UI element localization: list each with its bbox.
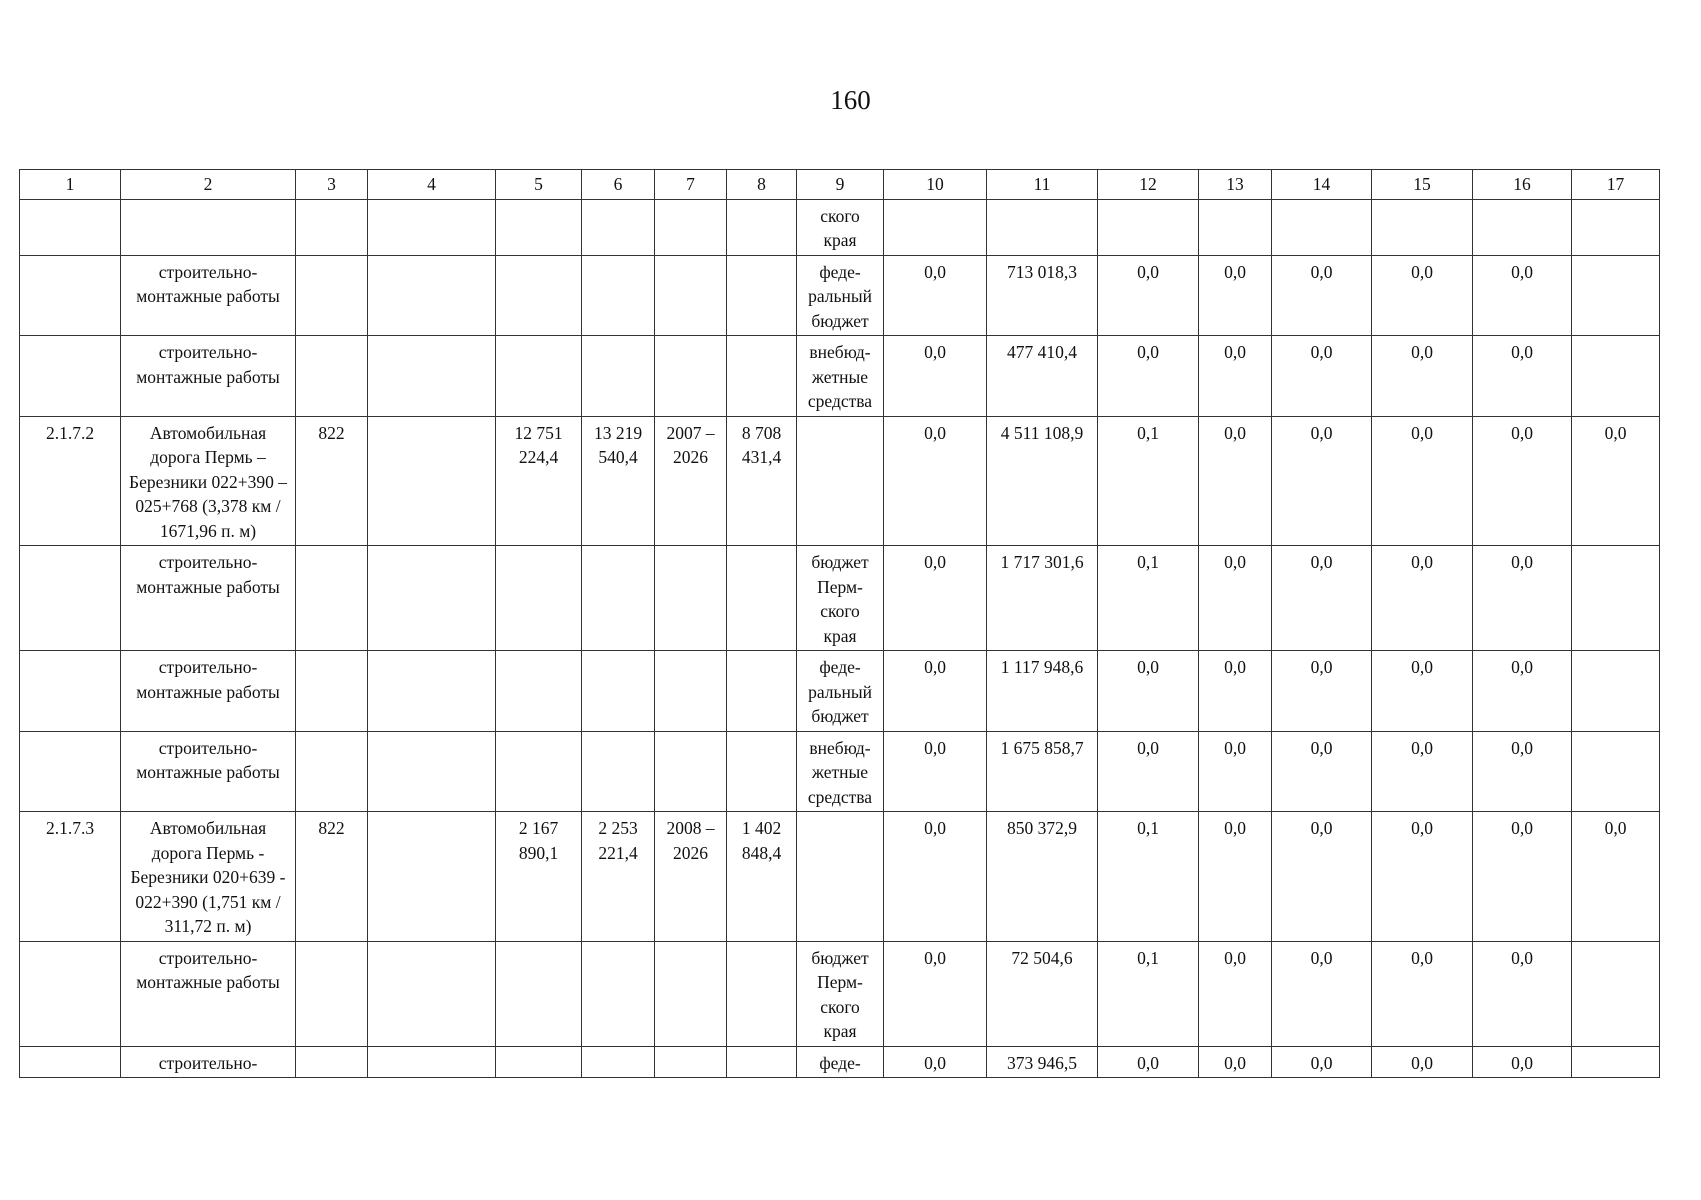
cell-line: бюджет xyxy=(811,706,869,726)
column-number-2: 2 xyxy=(121,170,296,200)
col17-value-cell xyxy=(1572,1046,1660,1078)
col4-cell xyxy=(368,731,496,812)
col10-value-cell: 0,0 xyxy=(884,812,987,942)
cell-line: 13 219 xyxy=(593,422,643,443)
col8-cell xyxy=(727,731,797,812)
budget-table xyxy=(19,169,1660,1078)
cell-line: бюджет xyxy=(811,310,869,331)
col6-cell xyxy=(582,731,655,812)
item-number-cell xyxy=(20,255,121,336)
cell-line: монтажные работы xyxy=(136,681,280,702)
col6-cell xyxy=(582,336,655,417)
table-row xyxy=(20,651,1660,732)
col6-cell xyxy=(582,546,655,651)
item-number-cell: 2.1.7.2 xyxy=(20,416,121,546)
col16-value-cell: 0,0 xyxy=(1473,941,1572,1046)
cell-line: дорога Пермь – xyxy=(150,447,266,467)
cell-line: края xyxy=(823,230,857,250)
cell-line: дорога Пермь - xyxy=(151,842,265,863)
cell-line: внебюд- xyxy=(809,737,871,758)
col5-cell xyxy=(496,731,582,812)
cell-line: ральный xyxy=(808,286,872,306)
col8-cell xyxy=(727,1046,797,1078)
col8-cell xyxy=(727,255,797,336)
col12-value-cell: 0,0 xyxy=(1098,731,1199,812)
cell-line: монтажные работы xyxy=(136,972,280,992)
col13-value-cell: 0,0 xyxy=(1199,416,1272,546)
code-cell xyxy=(296,255,368,336)
cell-line: 025+768 (3,378 км / xyxy=(135,496,281,516)
column-number-8: 8 xyxy=(727,170,797,200)
col4-cell xyxy=(368,1046,496,1078)
period-cell xyxy=(655,1046,727,1078)
cell-line: внебюд- xyxy=(809,342,871,362)
col13-value-cell: 0,0 xyxy=(1199,941,1272,1046)
col6-cell xyxy=(582,812,655,942)
column-number-14: 14 xyxy=(1272,170,1372,200)
col17-value-cell xyxy=(1572,546,1660,651)
col6-cell xyxy=(582,199,655,255)
col14-value-cell: 0,0 xyxy=(1272,731,1372,812)
item-name-cell xyxy=(121,416,296,546)
funding-source-cell xyxy=(797,941,884,1046)
col4-cell xyxy=(368,812,496,942)
column-number-17: 17 xyxy=(1572,170,1660,200)
col5-cell xyxy=(496,199,582,255)
col13-value-cell: 0,0 xyxy=(1199,255,1272,336)
period-cell xyxy=(655,255,727,336)
column-number-9: 9 xyxy=(797,170,884,200)
column-number-6: 6 xyxy=(582,170,655,200)
col15-value-cell: 0,0 xyxy=(1372,941,1473,1046)
col5-cell xyxy=(496,812,582,942)
col16-value-cell: 0,0 xyxy=(1473,255,1572,336)
cell-line: монтажные работы xyxy=(136,576,280,597)
col10-value-cell: 0,0 xyxy=(884,416,987,546)
col16-value-cell: 0,0 xyxy=(1473,1046,1572,1078)
col17-value-cell: 0,0 xyxy=(1572,812,1660,942)
cell-line: строительно- xyxy=(158,737,258,758)
funding-source-cell xyxy=(797,651,884,732)
col13-value-cell: 0,0 xyxy=(1199,651,1272,732)
col17-value-cell xyxy=(1572,651,1660,732)
col10-value-cell xyxy=(884,199,987,255)
col12-value-cell: 0,1 xyxy=(1098,416,1199,546)
cell-line: 540,4 xyxy=(598,447,638,467)
cell-line: Перм- xyxy=(817,972,863,992)
cell-line: 2 167 xyxy=(518,818,559,838)
col5-cell xyxy=(496,336,582,417)
cell-line: Березники 022+390 – xyxy=(129,471,287,492)
col15-value-cell: 0,0 xyxy=(1372,336,1473,417)
col15-value-cell: 0,0 xyxy=(1372,416,1473,546)
funding-source-cell xyxy=(797,255,884,336)
cell-line: бюджет xyxy=(811,552,869,572)
col4-cell xyxy=(368,199,496,255)
page-number: 160 xyxy=(830,85,871,115)
cell-line: феде- xyxy=(819,1052,861,1073)
col16-value-cell: 0,0 xyxy=(1473,651,1572,732)
cell-line: средства xyxy=(807,391,873,411)
col4-cell xyxy=(368,255,496,336)
col10-value-cell: 0,0 xyxy=(884,546,987,651)
col8-cell xyxy=(727,416,797,546)
col12-value-cell: 0,1 xyxy=(1098,812,1199,942)
cell-line: монтажные работы xyxy=(136,366,280,387)
cell-line: строительно- xyxy=(158,947,258,968)
col14-value-cell: 0,0 xyxy=(1272,941,1372,1046)
code-cell xyxy=(296,651,368,732)
cell-line: строительно- xyxy=(158,261,258,282)
col5-cell xyxy=(496,546,582,651)
column-number-13: 13 xyxy=(1199,170,1272,200)
cell-line: 1 402 xyxy=(741,818,782,838)
table-row xyxy=(20,255,1660,336)
code-cell xyxy=(296,336,368,417)
column-number-4: 4 xyxy=(368,170,496,200)
period-cell xyxy=(655,812,727,942)
cell-line: 2026 xyxy=(673,842,708,863)
col8-cell xyxy=(727,199,797,255)
col12-value-cell: 0,0 xyxy=(1098,1046,1199,1078)
col6-cell xyxy=(582,416,655,546)
col6-cell xyxy=(582,255,655,336)
col15-value-cell: 0,0 xyxy=(1372,1046,1473,1078)
col5-cell xyxy=(496,941,582,1046)
table-body xyxy=(20,170,1660,1078)
cell-line: 2008 – xyxy=(666,818,715,838)
col14-value-cell: 0,0 xyxy=(1272,255,1372,336)
item-number-cell xyxy=(20,199,121,255)
col12-value-cell: 0,0 xyxy=(1098,255,1199,336)
cell-line: феде- xyxy=(819,657,861,677)
item-name-cell xyxy=(121,336,296,417)
col11-value-cell: 713 018,3 xyxy=(987,255,1098,336)
item-name-cell xyxy=(121,255,296,336)
col13-value-cell: 0,0 xyxy=(1199,812,1272,942)
funding-source-cell xyxy=(797,731,884,812)
col4-cell xyxy=(368,336,496,417)
column-number-10: 10 xyxy=(884,170,987,200)
period-cell xyxy=(655,546,727,651)
col12-value-cell: 0,1 xyxy=(1098,941,1199,1046)
period-cell xyxy=(655,336,727,417)
col12-value-cell: 0,0 xyxy=(1098,336,1199,417)
item-name-cell xyxy=(121,812,296,942)
column-number-15: 15 xyxy=(1372,170,1473,200)
col4-cell xyxy=(368,941,496,1046)
item-number-cell xyxy=(20,546,121,651)
item-name-cell xyxy=(121,941,296,1046)
col15-value-cell: 0,0 xyxy=(1372,812,1473,942)
funding-source-cell xyxy=(797,416,884,546)
table-row xyxy=(20,1046,1660,1078)
col16-value-cell: 0,0 xyxy=(1473,416,1572,546)
table-row xyxy=(20,941,1660,1046)
cell-line: феде- xyxy=(819,261,861,282)
col10-value-cell: 0,0 xyxy=(884,651,987,732)
column-number-11: 11 xyxy=(987,170,1098,200)
column-number-7: 7 xyxy=(655,170,727,200)
code-cell xyxy=(296,199,368,255)
col14-value-cell: 0,0 xyxy=(1272,812,1372,942)
code-cell xyxy=(296,731,368,812)
col6-cell xyxy=(582,941,655,1046)
col13-value-cell xyxy=(1199,199,1272,255)
col12-value-cell: 0,0 xyxy=(1098,651,1199,732)
column-number-1: 1 xyxy=(20,170,121,200)
col10-value-cell: 0,0 xyxy=(884,255,987,336)
item-name-cell xyxy=(121,651,296,732)
table-row xyxy=(20,546,1660,651)
table-row xyxy=(20,416,1660,546)
funding-source-cell xyxy=(797,1046,884,1078)
col15-value-cell: 0,0 xyxy=(1372,546,1473,651)
cell-line: Перм- xyxy=(817,576,863,597)
col8-cell xyxy=(727,546,797,651)
cell-line: 221,4 xyxy=(598,842,638,863)
table-row xyxy=(20,812,1660,942)
col15-value-cell xyxy=(1372,199,1473,255)
item-number-cell xyxy=(20,731,121,812)
cell-line: монтажные работы xyxy=(136,762,280,782)
cell-line: бюджет xyxy=(811,947,869,968)
col16-value-cell: 0,0 xyxy=(1473,546,1572,651)
item-name-cell xyxy=(121,731,296,812)
cell-line: Березники 020+639 - xyxy=(130,867,286,887)
code-cell xyxy=(296,941,368,1046)
cell-line: 8 708 xyxy=(741,422,782,443)
col10-value-cell: 0,0 xyxy=(884,336,987,417)
col15-value-cell: 0,0 xyxy=(1372,651,1473,732)
col4-cell xyxy=(368,651,496,732)
period-cell xyxy=(655,731,727,812)
col11-value-cell: 1 675 858,7 xyxy=(987,731,1098,812)
period-cell xyxy=(655,416,727,546)
table-row xyxy=(20,199,1660,255)
column-number-3: 3 xyxy=(296,170,368,200)
cell-line: строительно- xyxy=(158,552,258,572)
col11-value-cell: 72 504,6 xyxy=(987,941,1098,1046)
col13-value-cell: 0,0 xyxy=(1199,1046,1272,1078)
col6-cell xyxy=(582,651,655,732)
item-number-cell: 2.1.7.3 xyxy=(20,812,121,942)
col14-value-cell: 0,0 xyxy=(1272,546,1372,651)
col14-value-cell: 0,0 xyxy=(1272,416,1372,546)
cell-line: 2026 xyxy=(673,447,708,467)
col17-value-cell xyxy=(1572,199,1660,255)
item-number-cell xyxy=(20,651,121,732)
cell-line: 311,72 п. м) xyxy=(164,916,252,936)
col14-value-cell: 0,0 xyxy=(1272,336,1372,417)
cell-line: Автомобильная xyxy=(149,818,267,838)
item-number-cell xyxy=(20,941,121,1046)
item-name-cell xyxy=(121,1046,296,1078)
table-row xyxy=(20,731,1660,812)
item-name-cell xyxy=(121,546,296,651)
col17-value-cell xyxy=(1572,941,1660,1046)
col14-value-cell: 0,0 xyxy=(1272,1046,1372,1078)
col15-value-cell: 0,0 xyxy=(1372,731,1473,812)
col17-value-cell xyxy=(1572,336,1660,417)
col12-value-cell: 0,1 xyxy=(1098,546,1199,651)
cell-line: 431,4 xyxy=(741,447,782,467)
item-number-cell xyxy=(20,1046,121,1078)
col8-cell xyxy=(727,651,797,732)
code-cell: 822 xyxy=(296,416,368,546)
col16-value-cell: 0,0 xyxy=(1473,336,1572,417)
col10-value-cell: 0,0 xyxy=(884,731,987,812)
column-number-header-row xyxy=(20,170,1660,200)
cell-line: 12 751 xyxy=(514,422,563,443)
cell-line: 022+390 (1,751 км / xyxy=(135,891,281,912)
col14-value-cell: 0,0 xyxy=(1272,651,1372,732)
code-cell xyxy=(296,546,368,651)
item-name-cell xyxy=(121,199,296,255)
col14-value-cell xyxy=(1272,199,1372,255)
cell-line: ского xyxy=(820,205,860,226)
period-cell xyxy=(655,199,727,255)
col16-value-cell xyxy=(1473,199,1572,255)
col10-value-cell: 0,0 xyxy=(884,941,987,1046)
item-number-cell xyxy=(20,336,121,417)
col11-value-cell: 850 372,9 xyxy=(987,812,1098,942)
cell-line: 848,4 xyxy=(741,842,782,863)
col17-value-cell xyxy=(1572,731,1660,812)
funding-source-cell xyxy=(797,546,884,651)
col8-cell xyxy=(727,941,797,1046)
table-row xyxy=(20,336,1660,417)
col4-cell xyxy=(368,416,496,546)
cell-line: края xyxy=(823,1021,857,1041)
cell-line: 2007 – xyxy=(666,422,715,443)
col11-value-cell: 477 410,4 xyxy=(987,336,1098,417)
period-cell xyxy=(655,651,727,732)
col4-cell xyxy=(368,546,496,651)
cell-line: жетные xyxy=(811,366,869,387)
column-number-5: 5 xyxy=(496,170,582,200)
cell-line: ского xyxy=(820,601,860,621)
col11-value-cell: 1 717 301,6 xyxy=(987,546,1098,651)
funding-source-cell xyxy=(797,336,884,417)
col8-cell xyxy=(727,336,797,417)
col11-value-cell: 373 946,5 xyxy=(987,1046,1098,1078)
code-cell: 822 xyxy=(296,812,368,942)
col16-value-cell: 0,0 xyxy=(1473,731,1572,812)
cell-line: 2 253 xyxy=(598,818,638,838)
cell-line: строительно- xyxy=(158,342,258,362)
column-number-12: 12 xyxy=(1098,170,1199,200)
col11-value-cell: 4 511 108,9 xyxy=(987,416,1098,546)
col11-value-cell xyxy=(987,199,1098,255)
cell-line: строительно- xyxy=(158,1052,258,1073)
cell-line: ральный xyxy=(808,681,872,702)
cell-line: монтажные работы xyxy=(136,286,280,306)
funding-source-cell xyxy=(797,199,884,255)
col13-value-cell: 0,0 xyxy=(1199,336,1272,417)
col13-value-cell: 0,0 xyxy=(1199,731,1272,812)
col5-cell xyxy=(496,1046,582,1078)
col13-value-cell: 0,0 xyxy=(1199,546,1272,651)
col10-value-cell: 0,0 xyxy=(884,1046,987,1078)
col12-value-cell xyxy=(1098,199,1199,255)
col15-value-cell: 0,0 xyxy=(1372,255,1473,336)
col5-cell xyxy=(496,651,582,732)
period-cell xyxy=(655,941,727,1046)
cell-line: края xyxy=(823,625,857,646)
col5-cell xyxy=(496,255,582,336)
cell-line: средства xyxy=(807,786,873,807)
col5-cell xyxy=(496,416,582,546)
cell-line: 224,4 xyxy=(518,447,559,467)
cell-line: 1671,96 п. м) xyxy=(159,520,257,541)
funding-source-cell xyxy=(797,812,884,942)
col17-value-cell xyxy=(1572,255,1660,336)
cell-line: строительно- xyxy=(158,657,258,677)
cell-line: ского xyxy=(820,996,860,1017)
cell-line: жетные xyxy=(811,762,869,782)
col11-value-cell: 1 117 948,6 xyxy=(987,651,1098,732)
column-number-16: 16 xyxy=(1473,170,1572,200)
cell-line: 890,1 xyxy=(518,842,559,863)
code-cell xyxy=(296,1046,368,1078)
col6-cell xyxy=(582,1046,655,1078)
col8-cell xyxy=(727,812,797,942)
col16-value-cell: 0,0 xyxy=(1473,812,1572,942)
cell-line: Автомобильная xyxy=(149,422,267,443)
col17-value-cell: 0,0 xyxy=(1572,416,1660,546)
